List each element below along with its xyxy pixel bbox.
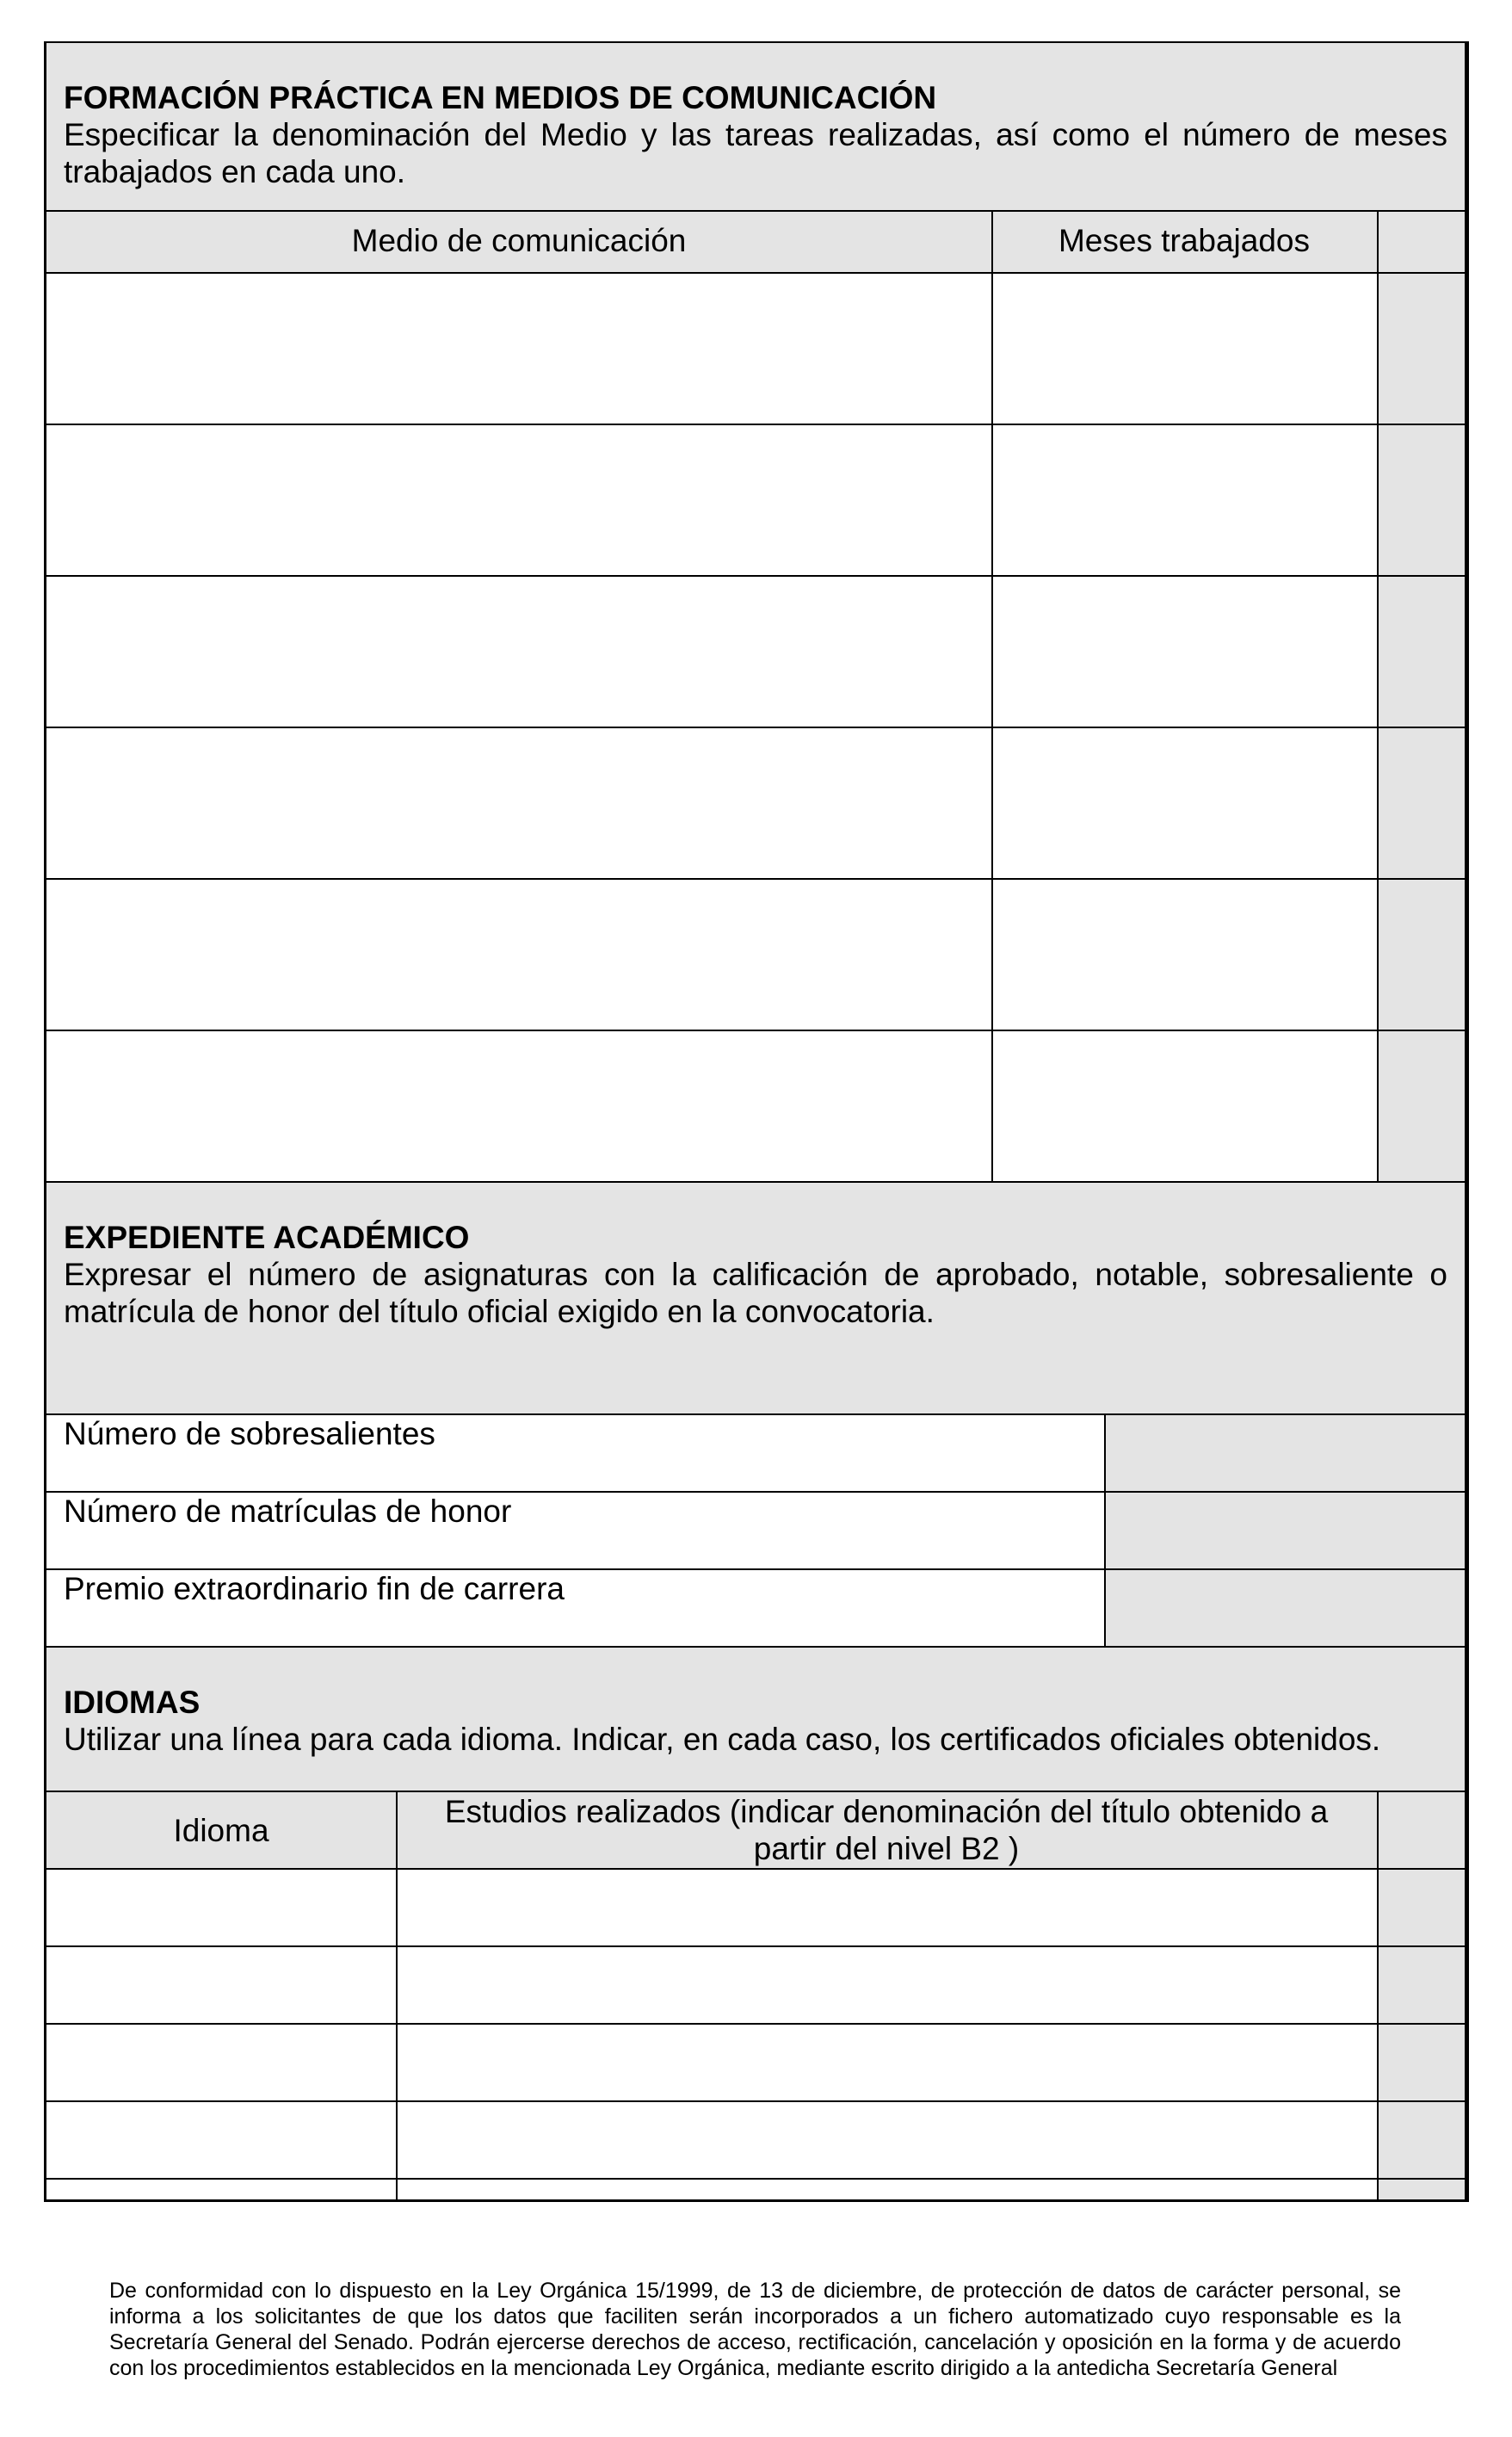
media-months-field-3[interactable] xyxy=(993,577,1377,727)
language-field-2[interactable] xyxy=(46,1947,396,2023)
column-header-medium: Medio de comunicación xyxy=(351,223,687,258)
honors-count-field[interactable] xyxy=(1106,1493,1465,1568)
media-months-field-1[interactable] xyxy=(993,274,1377,424)
media-name-field-4[interactable] xyxy=(46,728,991,878)
media-months-field-4[interactable] xyxy=(993,728,1377,878)
media-name-field-1[interactable] xyxy=(46,274,991,424)
languages-section-description: Utilizar una línea para cada idioma. Indicar, en cada caso, los certificados oficiales obtenidos. xyxy=(64,1722,1381,1757)
language-field-3[interactable] xyxy=(46,2025,396,2100)
media-header-checkbox-cell xyxy=(1377,212,1465,272)
media-months-field-5[interactable] xyxy=(993,880,1377,1030)
academic-row-label: Premio extraordinario fin de carrera xyxy=(64,1571,565,1606)
extraordinary-award-field[interactable] xyxy=(1106,1570,1465,1646)
column-divider xyxy=(1377,212,1379,1181)
media-section-header xyxy=(46,43,1465,210)
language-row-marker-1 xyxy=(1379,1870,1465,1945)
application-form xyxy=(44,41,1469,2202)
media-months-field-2[interactable] xyxy=(993,425,1377,575)
language-studies-field-3[interactable] xyxy=(398,2025,1377,2100)
media-row-marker-2 xyxy=(1379,425,1465,575)
academic-section-title: EXPEDIENTE ACADÉMICO xyxy=(64,1220,470,1255)
language-field-4[interactable] xyxy=(46,2102,396,2178)
media-section-title: FORMACIÓN PRÁCTICA EN MEDIOS DE COMUNICACIÓN xyxy=(64,80,937,115)
media-row-marker-6 xyxy=(1379,1031,1465,1181)
column-header-months: Meses trabajados xyxy=(1058,223,1311,258)
language-row-marker-2 xyxy=(1379,1947,1465,2023)
media-row-marker-1 xyxy=(1379,274,1465,424)
media-row-marker-3 xyxy=(1379,577,1465,727)
academic-section-header xyxy=(46,1183,1465,1413)
academic-row-label: Número de sobresalientes xyxy=(64,1416,435,1451)
media-name-field-3[interactable] xyxy=(46,577,991,727)
media-name-field-2[interactable] xyxy=(46,425,991,575)
academic-row-label: Número de matrículas de honor xyxy=(64,1494,512,1529)
column-divider xyxy=(1377,1792,1379,2199)
languages-section-header xyxy=(46,1648,1465,1791)
media-name-field-6[interactable] xyxy=(46,1031,991,1181)
language-studies-field-2[interactable] xyxy=(398,1947,1377,2023)
language-row-marker-3 xyxy=(1379,2025,1465,2100)
language-studies-field-1[interactable] xyxy=(398,1870,1377,1945)
language-row-marker-4 xyxy=(1379,2102,1465,2178)
media-section-description: Especificar la denominación del Medio y las tareas realizadas, así como el número de meses trabajados en cada uno. xyxy=(64,117,1447,189)
language-field-5[interactable] xyxy=(46,2180,396,2199)
data-protection-notice: De conformidad con lo dispuesto en la Ley Orgánica 15/1999, de 13 de diciembre, de protección de datos de carácter personal, se informa a los solicitantes de que los datos que faciliten serán incorporados a un fichero automatizado cuyo responsable es la Secretaría General del Senado. Podrán ejercerse derechos de acceso, rectificación, cancelación y oposición en la forma y de acuerdo con los procedimientos establecidos en la mencionada Ley Orgánica, mediante escrito dirigido a la antedicha Secretaría General xyxy=(109,2279,1401,2380)
media-row-marker-4 xyxy=(1379,728,1465,878)
language-studies-field-5[interactable] xyxy=(398,2180,1377,2199)
language-studies-field-4[interactable] xyxy=(398,2102,1377,2178)
column-divider xyxy=(991,212,993,1181)
media-name-field-5[interactable] xyxy=(46,880,991,1030)
language-field-1[interactable] xyxy=(46,1870,396,1945)
languages-section-title: IDIOMAS xyxy=(64,1685,201,1720)
distinctions-count-field[interactable] xyxy=(1106,1415,1465,1491)
column-divider xyxy=(1104,1415,1106,1646)
media-row-marker-5 xyxy=(1379,880,1465,1030)
academic-section-description: Expresar el número de asignaturas con la calificación de aprobado, notable, sobresaliente o matrícula de honor del título oficial exigido en la convocatoria. xyxy=(64,1257,1447,1329)
column-header-language: Idioma xyxy=(173,1813,269,1848)
column-header-studies: Estudios realizados (indicar denominación del título obtenido a partir del nivel B2 ) xyxy=(444,1794,1329,1866)
media-months-field-6[interactable] xyxy=(993,1031,1377,1181)
column-divider xyxy=(396,1792,398,2199)
language-row-marker-5 xyxy=(1379,2180,1465,2199)
